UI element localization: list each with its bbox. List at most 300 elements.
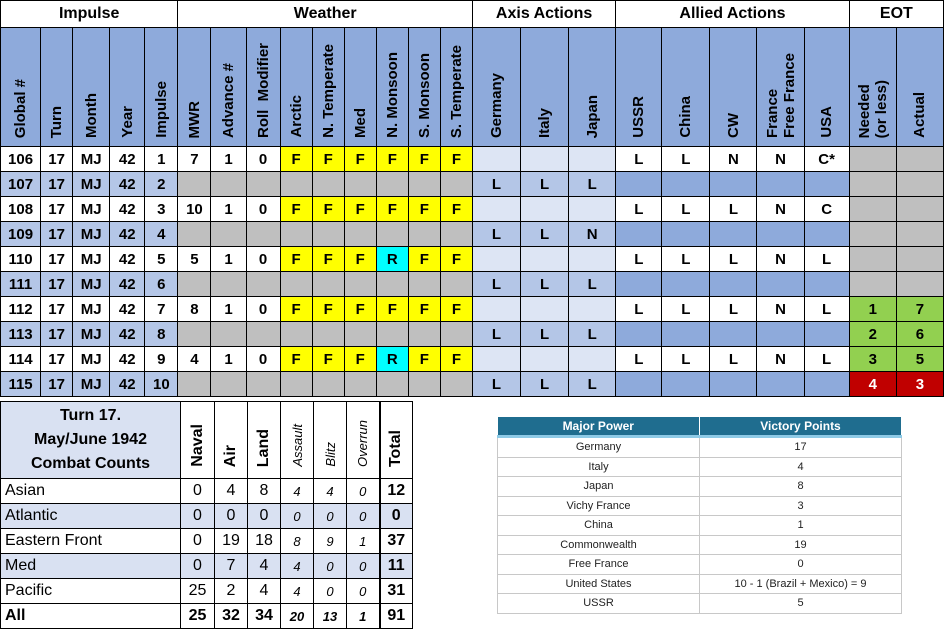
impulse-cell	[662, 172, 710, 197]
combat-row	[1, 504, 413, 529]
impulse-cell	[246, 372, 280, 397]
impulse-cell	[521, 347, 569, 372]
combat-cell: 20	[281, 604, 314, 629]
combat-row-label: Pacific	[1, 579, 181, 604]
impulse-cell: 17	[41, 297, 73, 322]
combat-cell: 0	[347, 479, 380, 504]
impulse-cell	[569, 197, 616, 222]
impulse-row	[1, 147, 944, 172]
impulse-cell: 108	[1, 197, 41, 222]
impulse-cell: 42	[110, 347, 145, 372]
column-header-label: S. Monsoon	[415, 53, 433, 138]
column-header-label: Turn	[48, 105, 66, 138]
impulse-cell: 109	[1, 222, 41, 247]
impulse-cell: L	[472, 272, 520, 297]
combat-row-label: Med	[1, 554, 181, 579]
impulse-cell	[472, 347, 520, 372]
column-header	[246, 28, 280, 147]
impulse-cell: 0	[246, 197, 280, 222]
impulse-cell: L	[569, 172, 616, 197]
impulse-cell: F	[408, 297, 440, 322]
impulse-cell: 42	[110, 222, 145, 247]
column-header-label: CW	[724, 113, 742, 138]
combat-column-label: Overrun	[355, 420, 371, 467]
impulse-cell	[246, 172, 280, 197]
impulse-cell	[280, 222, 312, 247]
impulse-cell	[178, 372, 211, 397]
impulse-cell: F	[440, 197, 472, 222]
impulse-cell: 42	[110, 147, 145, 172]
combat-cell: 11	[380, 554, 413, 579]
impulse-cell: L	[662, 347, 710, 372]
impulse-cell: 17	[41, 197, 73, 222]
impulse-cell: 7	[896, 297, 943, 322]
combat-cell: 0	[281, 504, 314, 529]
impulse-cell	[376, 172, 408, 197]
column-header	[616, 28, 662, 147]
impulse-cell	[849, 247, 896, 272]
impulse-cell	[344, 322, 376, 347]
column-header	[896, 28, 943, 147]
combat-row-label: Asian	[1, 479, 181, 504]
combat-cell: 8	[248, 479, 281, 504]
combat-cell: 0	[347, 504, 380, 529]
column-header	[73, 28, 110, 147]
combat-header-row	[1, 402, 413, 479]
impulse-cell	[896, 247, 943, 272]
combat-cell: 0	[314, 554, 347, 579]
impulse-cell	[312, 222, 344, 247]
vp-row	[498, 496, 902, 516]
combat-column-header	[181, 402, 215, 479]
column-header-label: Year	[118, 106, 136, 138]
impulse-cell: 17	[41, 222, 73, 247]
column-header-label: Roll Modifier	[254, 43, 272, 138]
impulse-cell	[280, 372, 312, 397]
impulse-cell: 1	[211, 147, 246, 172]
column-header	[280, 28, 312, 147]
combat-counts-table	[0, 401, 413, 629]
impulse-cell: L	[662, 297, 710, 322]
impulse-cell	[757, 322, 804, 347]
impulse-cell: C	[804, 197, 849, 222]
impulse-cell	[804, 272, 849, 297]
combat-row	[1, 554, 413, 579]
combat-column-header	[380, 402, 413, 479]
impulse-cell: 3	[896, 372, 943, 397]
impulse-cell	[408, 272, 440, 297]
combat-cell: 0	[181, 504, 215, 529]
impulse-cell: L	[804, 247, 849, 272]
combat-title	[1, 402, 181, 479]
impulse-cell: L	[472, 222, 520, 247]
impulse-cell: L	[569, 272, 616, 297]
impulse-cell	[710, 272, 757, 297]
impulse-cell: N	[757, 247, 804, 272]
impulse-cell	[521, 247, 569, 272]
column-header-label: Month	[82, 93, 100, 138]
vp-header-victory-points: Victory Points	[700, 417, 902, 437]
combat-cell: 25	[181, 579, 215, 604]
impulse-cell: L	[521, 222, 569, 247]
combat-cell: 0	[380, 504, 413, 529]
impulse-cell	[312, 172, 344, 197]
impulse-cell	[710, 372, 757, 397]
combat-cell: 25	[181, 604, 215, 629]
column-header-label: Germany	[488, 72, 505, 138]
column-header	[145, 28, 178, 147]
impulse-cell: 3	[145, 197, 178, 222]
impulse-cell	[376, 322, 408, 347]
impulse-cell	[616, 272, 662, 297]
impulse-cell	[211, 322, 246, 347]
impulse-cell: F	[280, 297, 312, 322]
impulse-cell: 42	[110, 247, 145, 272]
impulse-cell: L	[710, 197, 757, 222]
column-header-label: Actual	[911, 92, 929, 138]
impulse-cell: 0	[246, 147, 280, 172]
impulse-cell: L	[472, 372, 520, 397]
impulse-cell	[849, 147, 896, 172]
impulse-cell	[440, 372, 472, 397]
impulse-cell: L	[521, 172, 569, 197]
impulse-cell: 1	[211, 347, 246, 372]
column-header-label: Arctic	[287, 95, 305, 138]
vp-header-row	[498, 417, 902, 437]
impulse-cell: F	[344, 147, 376, 172]
combat-cell: 8	[281, 529, 314, 554]
impulse-cell	[246, 322, 280, 347]
vp-points: 4	[700, 457, 902, 477]
impulse-cell	[211, 172, 246, 197]
impulse-cell: L	[521, 372, 569, 397]
impulse-cell: L	[804, 297, 849, 322]
vp-points: 10 - 1 (Brazil + Mexico) = 9	[700, 574, 902, 594]
vp-major-power: China	[498, 516, 700, 536]
impulse-cell	[408, 372, 440, 397]
combat-cell: 0	[248, 504, 281, 529]
combat-cell: 34	[248, 604, 281, 629]
impulse-cell	[178, 272, 211, 297]
column-header	[662, 28, 710, 147]
combat-column-header	[248, 402, 281, 479]
impulse-cell: N	[757, 197, 804, 222]
vp-points: 1	[700, 516, 902, 536]
impulse-cell: 110	[1, 247, 41, 272]
impulse-cell: 17	[41, 372, 73, 397]
impulse-cell: 1	[849, 297, 896, 322]
impulse-cell: F	[312, 297, 344, 322]
column-header-label: MWR	[185, 100, 203, 138]
impulse-cell	[569, 247, 616, 272]
impulse-cell: 4	[178, 347, 211, 372]
combat-column-label: Blitz	[322, 442, 338, 467]
combat-column-label: Air	[222, 444, 239, 467]
impulse-cell: F	[344, 297, 376, 322]
vp-row	[498, 594, 902, 614]
impulse-cell: L	[710, 347, 757, 372]
impulse-row	[1, 247, 944, 272]
combat-cell: 0	[181, 479, 215, 504]
column-header	[376, 28, 408, 147]
combat-column-label: Naval	[188, 424, 206, 467]
impulse-cell	[662, 322, 710, 347]
column-header-label: USA	[818, 106, 836, 138]
column-header-label: Advance #	[219, 62, 237, 138]
impulse-cell: F	[376, 297, 408, 322]
impulse-cell	[896, 272, 943, 297]
impulse-cell: L	[662, 197, 710, 222]
impulse-cell	[849, 222, 896, 247]
impulse-cell: L	[521, 322, 569, 347]
impulse-cell: 42	[110, 322, 145, 347]
impulse-cell: F	[440, 297, 472, 322]
combat-column-label: Land	[255, 428, 272, 467]
impulse-cell	[312, 322, 344, 347]
impulse-cell: L	[662, 247, 710, 272]
impulse-cell	[408, 322, 440, 347]
victory-points-table	[497, 417, 902, 614]
vp-major-power: Germany	[498, 437, 700, 458]
impulse-cell	[849, 272, 896, 297]
impulse-cell: F	[408, 197, 440, 222]
impulse-cell	[804, 222, 849, 247]
combat-row-label: Eastern Front	[1, 529, 181, 554]
impulse-cell: 6	[145, 272, 178, 297]
impulse-cell: F	[440, 247, 472, 272]
impulse-cell	[472, 297, 520, 322]
impulse-cell	[178, 172, 211, 197]
impulse-row	[1, 222, 944, 247]
impulse-cell	[757, 222, 804, 247]
impulse-cell: 42	[110, 197, 145, 222]
impulse-row	[1, 272, 944, 297]
combat-cell: 1	[347, 529, 380, 554]
column-header-label: S. Temperate	[447, 44, 465, 138]
impulse-cell: 114	[1, 347, 41, 372]
impulse-cell: 8	[178, 297, 211, 322]
impulse-cell: F	[440, 147, 472, 172]
combat-cell: 4	[281, 579, 314, 604]
impulse-cell: 42	[110, 272, 145, 297]
combat-title-line-3: Combat Counts	[30, 455, 151, 472]
impulse-cell	[569, 347, 616, 372]
vp-major-power: Vichy France	[498, 496, 700, 516]
impulse-cell: F	[408, 147, 440, 172]
combat-cell: 0	[314, 579, 347, 604]
impulse-row	[1, 347, 944, 372]
impulse-cell	[280, 172, 312, 197]
impulse-cell: 5	[896, 347, 943, 372]
impulse-cell: 17	[41, 147, 73, 172]
combat-cell: 18	[248, 529, 281, 554]
impulse-cell	[662, 222, 710, 247]
impulse-cell	[312, 272, 344, 297]
impulse-cell	[757, 272, 804, 297]
impulse-cell: L	[710, 247, 757, 272]
impulse-cell	[440, 172, 472, 197]
impulse-cell: F	[312, 347, 344, 372]
combat-cell: 1	[347, 604, 380, 629]
column-header-row	[1, 28, 944, 147]
impulse-cell: 9	[145, 347, 178, 372]
combat-cell: 4	[248, 554, 281, 579]
impulse-cell	[472, 147, 520, 172]
column-header-label: Impulse	[152, 81, 170, 138]
vp-points: 3	[700, 496, 902, 516]
impulse-cell: L	[569, 372, 616, 397]
combat-column-label: Assault	[289, 424, 305, 467]
column-header-label: Needed (or less)	[855, 79, 890, 138]
combat-cell: 32	[215, 604, 248, 629]
impulse-cell: 42	[110, 372, 145, 397]
combat-cell: 31	[380, 579, 413, 604]
impulse-cell: L	[521, 272, 569, 297]
column-header	[178, 28, 211, 147]
combat-cell: 91	[380, 604, 413, 629]
combat-cell: 4	[281, 554, 314, 579]
impulse-cell: 7	[178, 147, 211, 172]
impulse-cell: F	[280, 347, 312, 372]
vp-points: 5	[700, 594, 902, 614]
impulse-cell: 107	[1, 172, 41, 197]
impulse-cell	[280, 322, 312, 347]
impulse-cell	[757, 172, 804, 197]
impulse-cell: MJ	[73, 222, 110, 247]
impulse-cell: L	[616, 297, 662, 322]
impulse-cell: L	[804, 347, 849, 372]
impulse-cell: N	[710, 147, 757, 172]
vp-major-power: Commonwealth	[498, 535, 700, 555]
combat-cell: 37	[380, 529, 413, 554]
impulse-cell	[472, 247, 520, 272]
impulse-cell: MJ	[73, 372, 110, 397]
impulse-cell: L	[662, 147, 710, 172]
vp-points: 17	[700, 437, 902, 458]
impulse-cell: 17	[41, 347, 73, 372]
impulse-cell	[616, 322, 662, 347]
impulse-cell: 17	[41, 322, 73, 347]
impulse-cell: 8	[145, 322, 178, 347]
impulse-cell: R	[376, 347, 408, 372]
impulse-cell: C*	[804, 147, 849, 172]
impulse-cell: F	[280, 247, 312, 272]
group-header: Axis Actions	[472, 1, 615, 28]
impulse-cell	[662, 272, 710, 297]
impulse-cell: F	[312, 247, 344, 272]
combat-column-header	[314, 402, 347, 479]
column-header	[569, 28, 616, 147]
impulse-cell	[408, 222, 440, 247]
combat-column-header	[347, 402, 380, 479]
impulse-cell	[896, 222, 943, 247]
impulse-cell: 7	[145, 297, 178, 322]
column-header	[472, 28, 520, 147]
impulse-cell	[440, 222, 472, 247]
impulse-cell: 10	[145, 372, 178, 397]
impulse-cell: 0	[246, 297, 280, 322]
impulse-cell	[616, 222, 662, 247]
impulse-cell	[710, 222, 757, 247]
combat-cell: 4	[314, 479, 347, 504]
combat-cell: 7	[215, 554, 248, 579]
combat-cell: 2	[215, 579, 248, 604]
impulse-cell	[344, 222, 376, 247]
column-header	[1, 28, 41, 147]
combat-column-label: Total	[387, 429, 405, 467]
vp-row	[498, 477, 902, 497]
impulse-cell: 5	[178, 247, 211, 272]
impulse-cell: 5	[145, 247, 178, 272]
impulse-cell	[178, 322, 211, 347]
impulse-cell	[472, 197, 520, 222]
impulse-cell: 1	[211, 197, 246, 222]
combat-row	[1, 604, 413, 629]
impulse-cell: 1	[211, 247, 246, 272]
column-header	[41, 28, 73, 147]
combat-row	[1, 529, 413, 554]
impulse-cell	[804, 172, 849, 197]
impulse-cell: MJ	[73, 197, 110, 222]
impulse-cell	[408, 172, 440, 197]
impulse-cell	[569, 297, 616, 322]
impulse-cell	[344, 272, 376, 297]
impulse-cell	[616, 372, 662, 397]
impulse-cell: 17	[41, 172, 73, 197]
impulse-cell	[896, 172, 943, 197]
impulse-row	[1, 197, 944, 222]
combat-cell: 0	[347, 554, 380, 579]
vp-row	[498, 437, 902, 458]
impulse-cell	[896, 197, 943, 222]
combat-row-label: All	[1, 604, 181, 629]
column-header	[804, 28, 849, 147]
impulse-cell	[616, 172, 662, 197]
impulse-cell: MJ	[73, 147, 110, 172]
combat-cell: 0	[347, 579, 380, 604]
column-header	[710, 28, 757, 147]
impulse-cell: N	[757, 147, 804, 172]
impulse-cell: 0	[246, 247, 280, 272]
column-header	[312, 28, 344, 147]
impulse-cell: 17	[41, 272, 73, 297]
vp-points: 19	[700, 535, 902, 555]
impulse-cell: L	[472, 172, 520, 197]
impulse-cell: 42	[110, 297, 145, 322]
column-header-label: France Free France	[763, 52, 798, 138]
column-header-label: N. Temperate	[319, 44, 337, 138]
impulse-cell: F	[440, 347, 472, 372]
column-header	[440, 28, 472, 147]
impulse-cell	[211, 372, 246, 397]
combat-cell: 13	[314, 604, 347, 629]
impulse-cell: 2	[849, 322, 896, 347]
impulse-row	[1, 172, 944, 197]
combat-column-header	[281, 402, 314, 479]
impulse-cell: MJ	[73, 322, 110, 347]
combat-cell: 0	[314, 504, 347, 529]
impulse-cell	[246, 222, 280, 247]
impulse-cell: 4	[145, 222, 178, 247]
impulse-cell: F	[408, 347, 440, 372]
column-header	[408, 28, 440, 147]
impulse-cell	[376, 222, 408, 247]
impulse-cell	[344, 372, 376, 397]
impulse-cell	[804, 372, 849, 397]
column-header-label: N. Monsoon	[383, 52, 401, 138]
impulse-cell: 106	[1, 147, 41, 172]
impulse-cell	[246, 272, 280, 297]
